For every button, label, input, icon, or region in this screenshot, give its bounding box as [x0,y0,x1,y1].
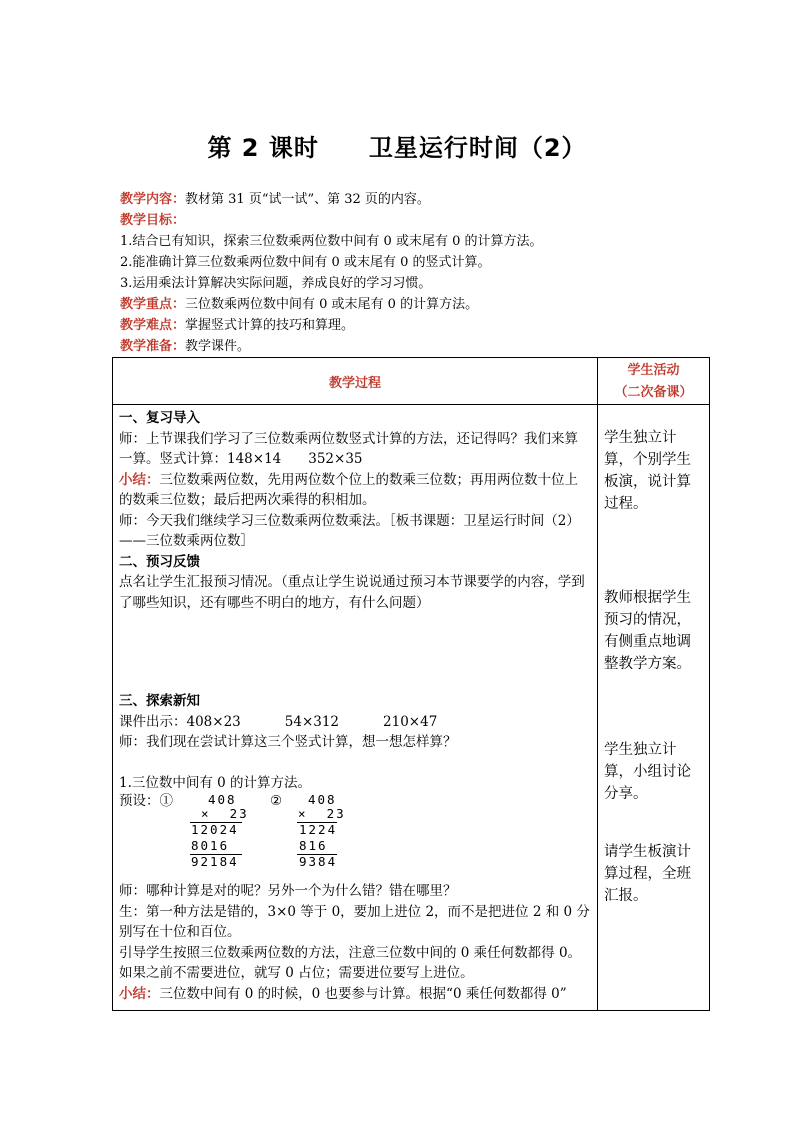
summary-text-2: 三位数中间有 0 的时候，0 也要参与计算。根据“0 乘任何数都得 0” [159,985,567,1002]
calc1-partial-1: 12024 [191,822,239,837]
difficulty-label: 教学难点： [120,318,186,333]
calc2-partial-1: 1224 [299,822,338,837]
review-paragraph-2: 师：今天我们继续学习三位数乘两位数乘法。［板书课题：卫星运行时间（2）——三位数乘两位数］ [119,512,580,549]
expression-3: 210×47 [383,713,438,730]
difficulty-text: 掌握竖式计算的技巧和算理。 [185,318,355,333]
explore-question: 师：我们现在尝试计算这三个竖式计算，想一想怎样算？ [119,734,457,750]
teaching-key-point [120,295,720,315]
key-label: 教学重点： [120,297,186,312]
teaching-preparation [120,337,720,357]
activity-header-line2: （二次备课） [614,385,693,400]
expression-2: 54×312 [284,713,340,730]
lesson-topic: 卫星运行时间（2） [368,134,587,162]
process-cell [113,405,598,1011]
activity-header [598,358,710,405]
student-answer: 生：第一种方法是错的，3×0 等于 0，要加上进位 2，而不是把进位 2 和 0 分别写在十位和百位。 [119,903,590,940]
section-explore-title: 三、探索新知 [119,693,200,709]
preset-2-label: ② [270,793,283,809]
goal-item: 3.运用乘法计算解决实际问题，养成良好的学习习惯。 [120,276,432,291]
teaching-difficulty [120,316,720,336]
calc1-multiplicand: 408 [208,792,237,807]
goal-item: 2.能准确计算三位数乘两位数中间有 0 或末尾有 0 的竖式计算。 [120,255,491,270]
table-body-row [113,405,710,1011]
calc2-product: 9384 [299,854,338,869]
activity-header-line1: 学生活动 [627,363,680,378]
teaching-content [120,190,720,210]
activity-note-4: 请学生板演计算过程，全班汇报。 [604,844,691,904]
summary-label: 小结： [119,471,160,488]
activity-cell [598,405,710,1011]
table-header-row [113,358,710,405]
section-review-title: 一、复习导入 [119,410,200,426]
summary-label-2: 小结： [119,985,160,1002]
calc2-partial-2: 816 [299,838,328,853]
key-text: 三位数乘两位数中间有 0 或末尾有 0 的计算方法。 [185,297,479,312]
expressions-label: 课件出示： [119,713,187,730]
activity-note-3: 学生独立计算，小组讨论分享。 [604,742,691,802]
prep-label: 教学准备： [120,339,186,354]
summary-text: 三位数乘两位数，先用两位数个位上的数乘三位数；再用两位数十位上的数乘三位数；最后把两次乘得的积相加。 [119,471,578,508]
content-label: 教学内容： [120,192,186,207]
calc1-multiplier: × 23 [201,806,249,821]
teaching-goals-label [120,211,720,231]
lesson-plan-table [112,357,710,1011]
calc2-multiplier: × 23 [298,806,346,821]
review-summary [119,470,591,511]
goals-label: 教学目标： [120,213,186,228]
vertical-calculations [119,793,591,881]
review-paragraph: 师：上节课我们学习了三位数乘两位数竖式计算的方法，还记得吗？我们来算一算。竖式计算：148×14 352×35 [119,430,578,467]
process-header: 教学过程 [113,358,598,405]
goal-item: 1.结合已有知识，探索三位数乘两位数中间有 0 或末尾有 0 的计算方法。 [120,234,543,249]
explore-expressions [119,712,591,733]
guide-paragraph: 引导学生按照三位数乘两位数的方法，注意三位数中间的 0 乘任何数都得 0。如果之前不需要进位，就写 0 占位；需要进位要写上进位。 [119,944,582,981]
activity-note-2: 教师根据学生预习的情况，有侧重点地调整教学方案。 [604,590,691,672]
expression-1: 408×23 [186,713,241,730]
calc1-partial-2: 8016 [191,838,230,853]
explore-question-2: 师：哪种计算是对的呢？另外一个为什么错？错在哪里？ [119,883,457,899]
prep-text: 教学课件。 [185,339,251,354]
content-text: 教材第 31 页“试一试”、第 32 页的内容。 [185,192,430,207]
page-title [0,128,794,163]
activity-note-1: 学生独立计算，个别学生板演，说计算过程。 [604,430,691,512]
section-preview-title: 二、预习反馈 [119,553,200,570]
lesson-number: 第 2 课时 [207,134,319,162]
calc2-multiplicand: 408 [308,792,337,807]
preview-paragraph: 点名让学生汇报预习情况。（重点让学生说说通过预习本节课要学的内容，学到了哪些知识，还有哪些不明白的地方，有什么问题） [119,574,585,611]
subtopic-1: 1.三位数中间有 0 的计算方法。 [119,774,312,791]
explore-summary [119,984,591,1005]
preset-label: 预设：① [119,793,173,809]
calc1-product: 92184 [191,854,239,869]
